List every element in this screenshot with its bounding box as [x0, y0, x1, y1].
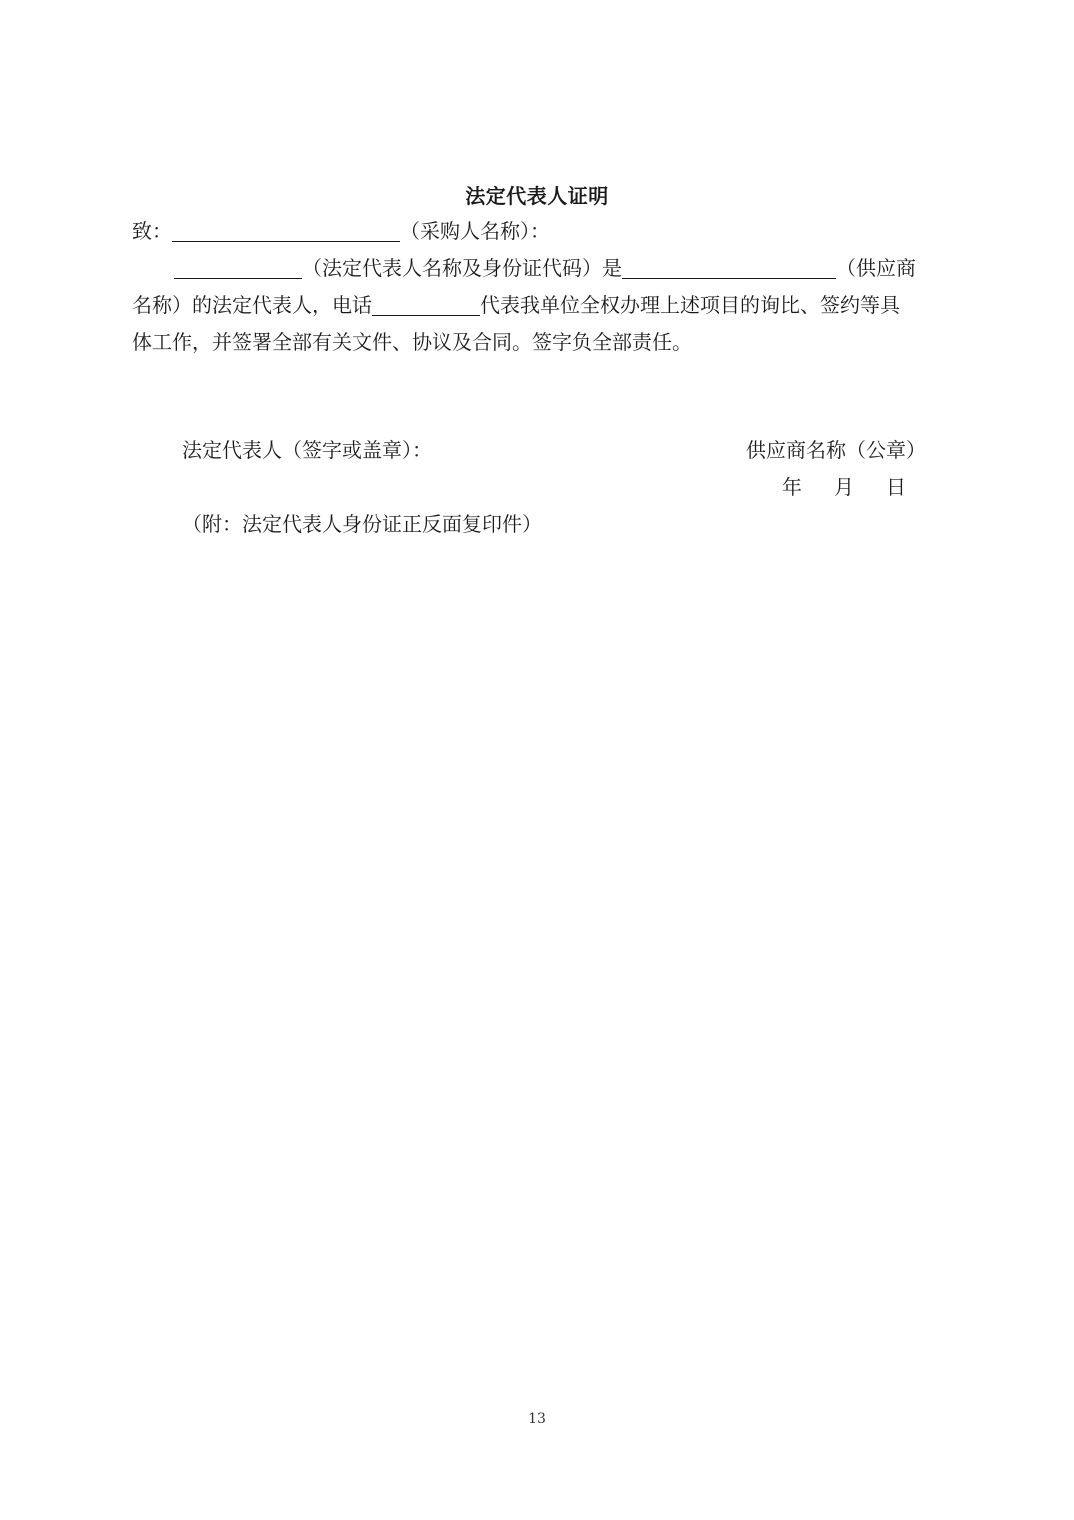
addressee-line: [132, 218, 952, 244]
date-day: 日: [886, 475, 906, 499]
para-part2: （供应商: [836, 256, 916, 280]
attachment-note: （附：法定代表人身份证正反面复印件）: [182, 512, 542, 536]
page-number: 13: [528, 1411, 546, 1427]
legal-rep-name-blank: [174, 256, 302, 279]
paragraph-line-3: 体工作，并签署全部有关文件、协议及合同。签字负全部责任。: [132, 330, 692, 354]
paragraph-line-2: [132, 292, 952, 318]
document-title: 法定代表人证明: [465, 184, 609, 208]
phone-blank: [372, 293, 480, 316]
supplier-name-blank: [622, 256, 836, 279]
date-year: 年: [782, 475, 802, 499]
to-suffix: （采购人名称）：: [400, 219, 550, 243]
para-line2-part2: 代表我单位全权办理上述项目的询比、签约等具: [480, 293, 900, 317]
date-line: [782, 474, 906, 500]
para-line2-part1: 名称）的法定代表人，电话: [132, 293, 372, 317]
paragraph-line-1: [132, 255, 994, 281]
supplier-seal-label: 供应商名称（公章）: [746, 438, 926, 462]
to-prefix: 致：: [132, 219, 172, 243]
purchaser-name-blank: [172, 219, 400, 242]
date-month: 月: [834, 475, 854, 499]
para-part1: （法定代表人名称及身份证代码）是: [302, 256, 622, 280]
legal-rep-signature-label: 法定代表人（签字或盖章）：: [182, 438, 432, 462]
